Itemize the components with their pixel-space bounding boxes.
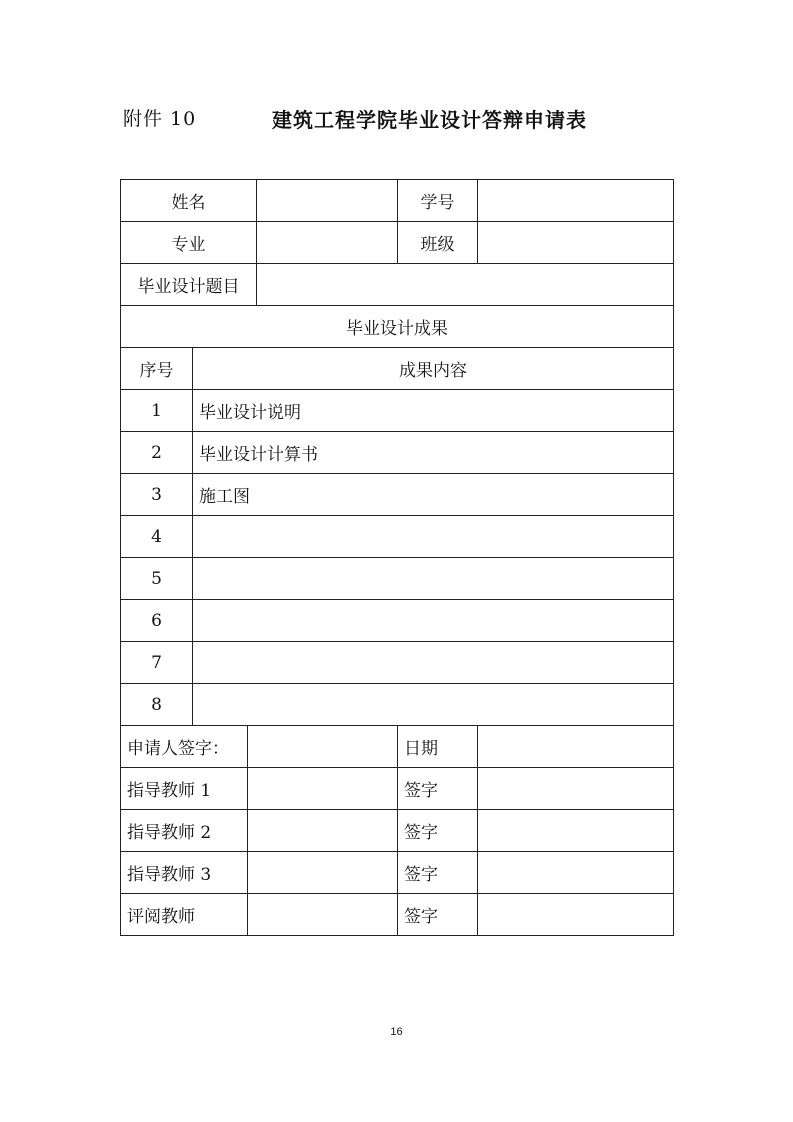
advisor-2-field[interactable] bbox=[248, 810, 398, 852]
result-row bbox=[121, 642, 674, 684]
advisor-2-signature-field[interactable] bbox=[478, 810, 674, 852]
advisor-1-signature-field[interactable] bbox=[478, 768, 674, 810]
results-header-row bbox=[121, 348, 674, 390]
date-label: 日期 bbox=[398, 726, 478, 768]
result-row bbox=[121, 600, 674, 642]
signature-row bbox=[121, 810, 674, 852]
advisor-3-label: 指导教师 3 bbox=[121, 852, 248, 894]
result-row bbox=[121, 684, 674, 726]
result-number: 7 bbox=[121, 642, 193, 684]
advisor-1-field[interactable] bbox=[248, 768, 398, 810]
signature-label: 签字 bbox=[398, 810, 478, 852]
name-label: 姓名 bbox=[121, 180, 257, 222]
signature-label: 签字 bbox=[398, 894, 478, 936]
applicant-signature-label: 申请人签字： bbox=[121, 726, 248, 768]
date-field[interactable] bbox=[478, 726, 674, 768]
result-row bbox=[121, 474, 674, 516]
result-content[interactable] bbox=[193, 558, 674, 600]
result-row bbox=[121, 390, 674, 432]
result-row bbox=[121, 558, 674, 600]
seq-column-header: 序号 bbox=[121, 348, 193, 390]
result-content[interactable] bbox=[193, 516, 674, 558]
result-row bbox=[121, 516, 674, 558]
advisor-3-signature-field[interactable] bbox=[478, 852, 674, 894]
page-number: 16 bbox=[390, 1026, 403, 1038]
result-content[interactable]: 毕业设计说明 bbox=[193, 390, 674, 432]
advisor-2-label: 指导教师 2 bbox=[121, 810, 248, 852]
results-heading: 毕业设计成果 bbox=[121, 306, 674, 348]
result-number: 6 bbox=[121, 600, 193, 642]
class-label: 班级 bbox=[398, 222, 478, 264]
result-number: 3 bbox=[121, 474, 193, 516]
result-number: 5 bbox=[121, 558, 193, 600]
advisor-1-label: 指导教师 1 bbox=[121, 768, 248, 810]
name-field[interactable] bbox=[257, 180, 398, 222]
result-content[interactable] bbox=[193, 642, 674, 684]
signature-row bbox=[121, 768, 674, 810]
signature-label: 签字 bbox=[398, 852, 478, 894]
signature-row bbox=[121, 894, 674, 936]
major-label: 专业 bbox=[121, 222, 257, 264]
result-content[interactable]: 毕业设计计算书 bbox=[193, 432, 674, 474]
content-column-header: 成果内容 bbox=[193, 348, 674, 390]
major-row bbox=[121, 222, 674, 264]
annex-label: 附件 10 bbox=[123, 108, 197, 130]
result-content[interactable]: 施工图 bbox=[193, 474, 674, 516]
result-row bbox=[121, 432, 674, 474]
applicant-signature-field[interactable] bbox=[248, 726, 398, 768]
signature-row bbox=[121, 852, 674, 894]
topic-field[interactable] bbox=[257, 264, 674, 306]
document-title: 建筑工程学院毕业设计答辩申请表 bbox=[272, 108, 587, 132]
reviewer-label: 评阅教师 bbox=[121, 894, 248, 936]
reviewer-signature-field[interactable] bbox=[478, 894, 674, 936]
results-heading-row bbox=[121, 306, 674, 348]
topic-label: 毕业设计题目 bbox=[121, 264, 257, 306]
result-number: 8 bbox=[121, 684, 193, 726]
student-id-field[interactable] bbox=[478, 180, 674, 222]
result-content[interactable] bbox=[193, 600, 674, 642]
result-number: 1 bbox=[121, 390, 193, 432]
name-row bbox=[121, 180, 674, 222]
result-content[interactable] bbox=[193, 684, 674, 726]
topic-row bbox=[121, 264, 674, 306]
major-field[interactable] bbox=[257, 222, 398, 264]
application-form-table bbox=[120, 179, 674, 936]
result-number: 2 bbox=[121, 432, 193, 474]
advisor-3-field[interactable] bbox=[248, 852, 398, 894]
signature-label: 签字 bbox=[398, 768, 478, 810]
class-field[interactable] bbox=[478, 222, 674, 264]
reviewer-field[interactable] bbox=[248, 894, 398, 936]
result-number: 4 bbox=[121, 516, 193, 558]
signature-row bbox=[121, 726, 674, 768]
student-id-label: 学号 bbox=[398, 180, 478, 222]
document-header bbox=[0, 104, 793, 134]
